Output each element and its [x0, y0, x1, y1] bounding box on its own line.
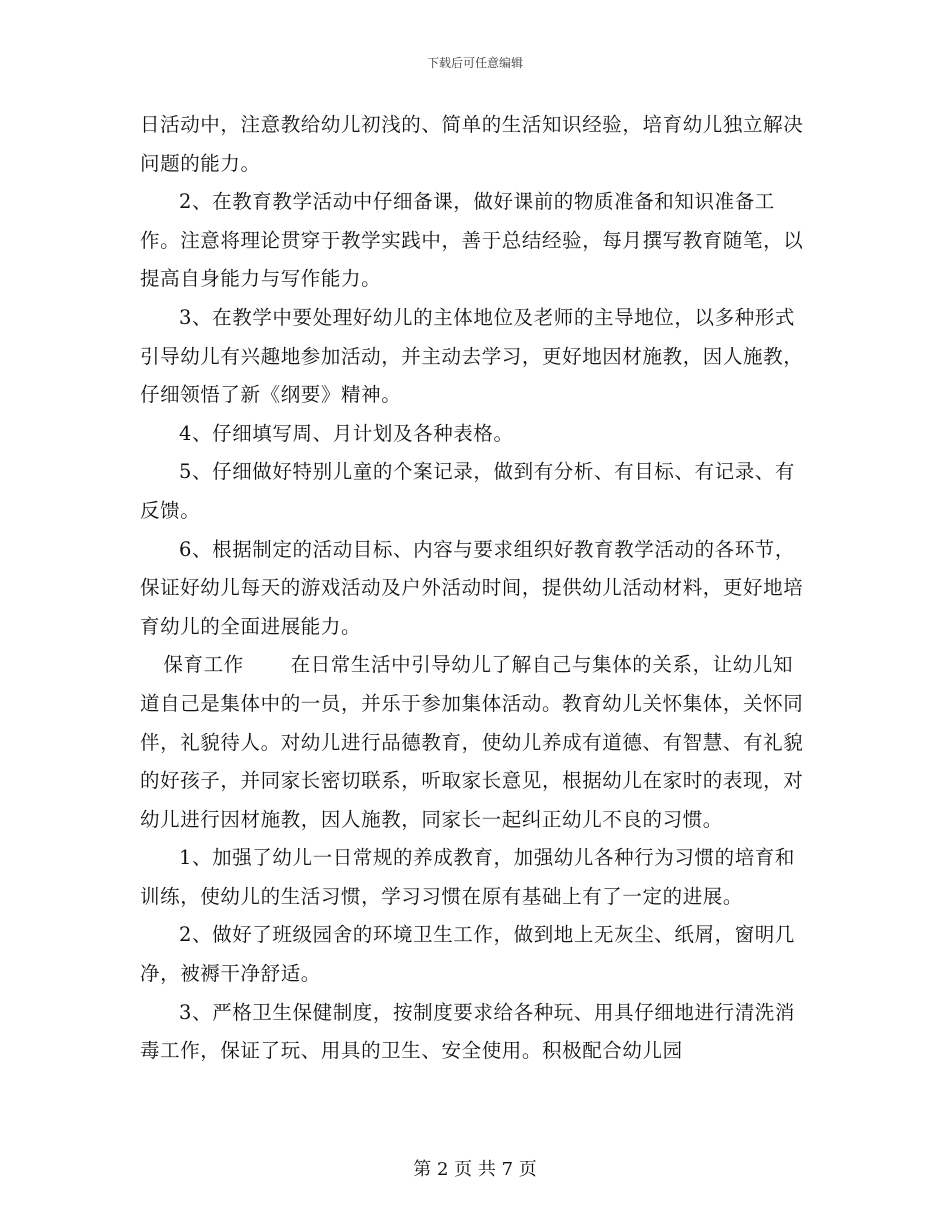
paragraph: 日活动中，注意教给幼儿初浅的、简单的生活知识经验，培育幼儿独立解决问题的能力。: [140, 113, 804, 175]
paragraph: 2、做好了班级园舍的环境卫生工作，做到地上无灰尘、纸屑，窗明几净，被褥干净舒适。: [140, 923, 796, 986]
document-body: [140, 106, 812, 1071]
page-number: 第 2 页 共 7 页: [413, 1159, 537, 1180]
section-text: 在日常生活中引导幼儿了解自己与集体的关系，让幼儿知道自己是集体中的一员，并乐于参加集体活动。教育幼儿关怀集体，关怀同伴，礼貌待人。对幼儿进行品德教育，使幼儿养成有道德、有智慧、有礼貌的好孩子，并同家长密切联系，听取家长意见，根据幼儿在家时的表现，对幼儿进行因材施教，因人施教，同家长一起纠正幼儿不良的习惯。: [140, 653, 804, 831]
section-heading: 保育工作: [163, 653, 244, 677]
paragraph: [140, 646, 812, 839]
paragraph: 4、仔细填写周、月计划及各种表格。: [179, 421, 514, 445]
paragraph: 2、在教育教学活动中仔细备课，做好课前的物质准备和知识准备工作。注意将理论贯穿于教学实践中，善于总结经验，每月撰写教育随笔，以提高自身能力与写作能力。: [140, 190, 804, 291]
paragraph: 1、加强了幼儿一日常规的养成教育，加强幼儿各种行为习惯的培育和训练，使幼儿的生活习惯，学习习惯在原有基础上有了一定的进展。: [140, 846, 796, 908]
paragraph: 3、在教学中要处理好幼儿的主体地位及老师的主导地位，以多种形式引导幼儿有兴趣地参加活动，并主动去学习，更好地因材施教，因人施教，仔细领悟了新《纲要》精神。: [140, 305, 804, 407]
page-header: 下载后可任意编辑: [426, 56, 523, 70]
paragraph: 5、仔细做好特别儿童的个案记录，做到有分析、有目标、有记录、有反馈。: [140, 460, 796, 522]
paragraph: 6、根据制定的活动目标、内容与要求组织好教育教学活动的各环节，保证好幼儿每天的游戏活动及户外活动时间，提供幼儿活动材料，更好地培育幼儿的全面进展能力。: [140, 537, 804, 638]
paragraph: 3、严格卫生保健制度，按制度要求给各种玩、用具仔细地进行清洗消毒工作，保证了玩、用具的卫生、安全使用。积极配合幼儿园: [140, 1000, 796, 1063]
